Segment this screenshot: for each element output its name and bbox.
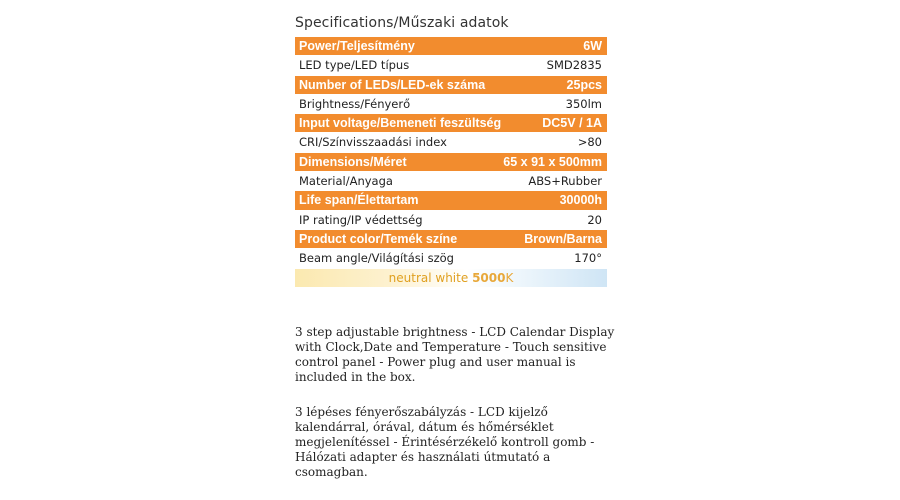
spec-value: 20 [587,212,602,227]
spec-value: 170° [574,251,602,266]
spec-row-product-color [295,230,607,249]
description-english: 3 step adjustable brightness - LCD Calendar Display with Clock,Date and Temperature - Touch sensitive control panel - Power plug and user manual is included in the box. [295,325,615,384]
spec-label: Life span/Élettartam [299,193,419,208]
spec-label: Brightness/Fényerő [299,96,411,111]
spec-label: CRI/Színvisszaadási index [299,135,447,150]
spec-label: LED type/LED típus [299,58,410,73]
spec-value: 25pcs [566,77,602,92]
color-temperature-bar [295,269,607,287]
spec-value: Brown/Barna [524,231,602,246]
spec-label: Number of LEDs/LED-ek száma [299,77,486,92]
spec-row-beam-angle [295,249,607,268]
spec-row-led-type [295,56,607,75]
spec-value: 65 x 91 x 500mm [503,154,602,169]
spec-table [295,37,607,287]
spec-label: Product color/Temék színe [299,231,458,246]
spec-value: 6W [583,39,602,53]
spec-sheet [295,12,607,287]
spec-row-brightness [295,95,607,114]
description-hungarian: 3 lépéses fényerőszabályzás - LCD kijelző kalendárral, órával, dátum és hőmérséklet megjelenítéssel - Érintésérzékelő kontroll gomb - Hálózati adapter és használati útmutató a csomagban. [295,405,595,479]
spec-row-power [295,37,607,56]
color-temp-label: neutral white [388,270,469,285]
spec-label: Input voltage/Bemeneti feszültség [299,116,502,131]
spec-row-led-count [295,76,607,95]
spec-row-ip-rating [295,211,607,230]
color-temp-unit: K [505,270,514,285]
spec-row-input-voltage [295,114,607,133]
spec-value: ABS+Rubber [528,174,602,189]
spec-row-dimensions [295,153,607,172]
spec-value: SMD2835 [546,58,602,73]
spec-value: 350lm [565,96,602,111]
spec-title: Specifications/Műszaki adatok [295,15,509,31]
spec-label: IP rating/IP védettség [299,212,423,227]
spec-row-life-span [295,191,607,210]
spec-value: DC5V / 1A [542,116,602,131]
color-temp-value: 5000 [472,270,506,285]
spec-label: Dimensions/Méret [299,154,407,169]
spec-value: >80 [577,135,602,150]
spec-label: Material/Anyaga [299,174,393,189]
spec-label: Power/Teljesítmény [299,39,415,53]
spec-value: 30000h [559,193,602,208]
spec-label: Beam angle/Világítási szög [299,251,454,266]
spec-row-material [295,172,607,191]
spec-row-cri [295,133,607,152]
